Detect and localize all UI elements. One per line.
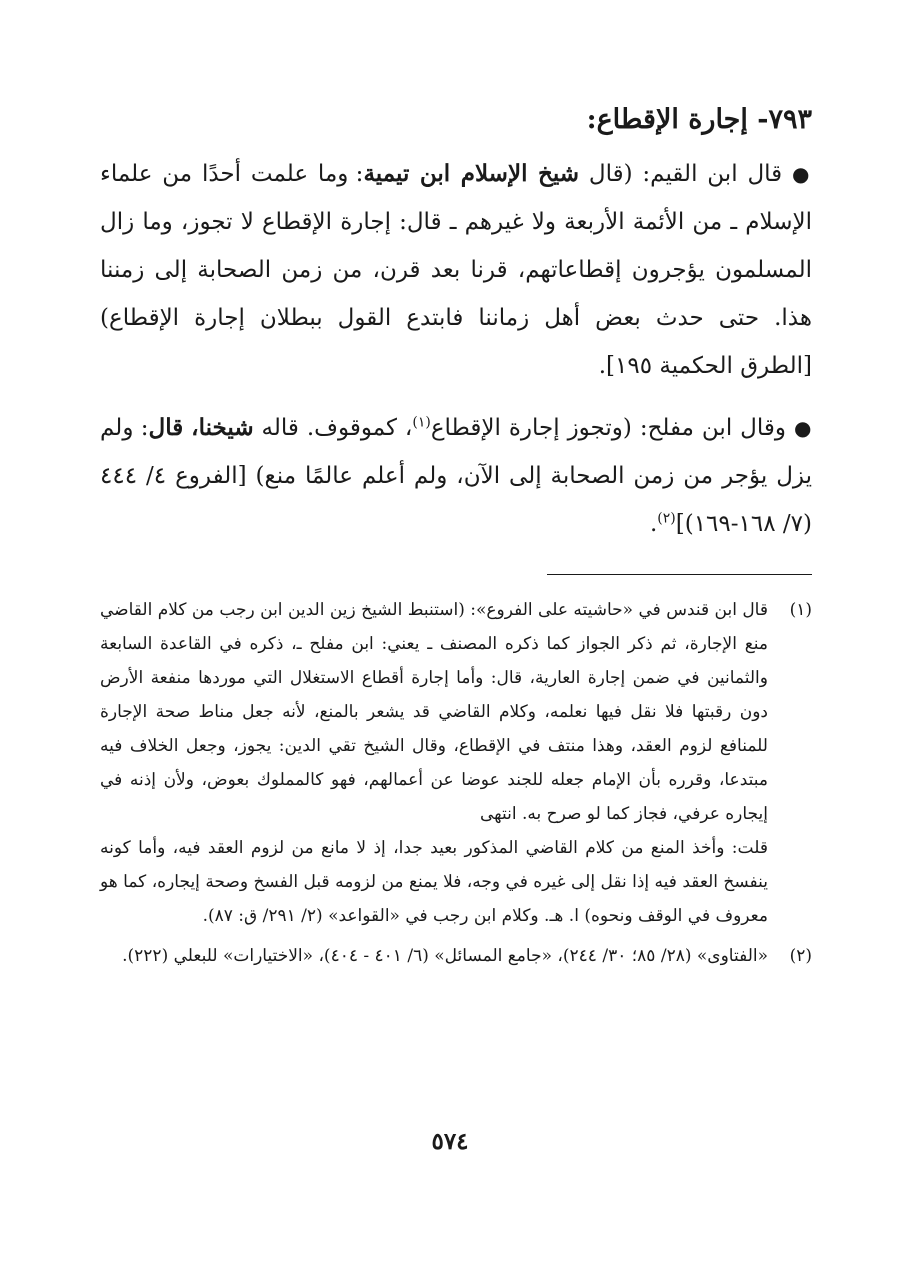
- footnote-1: [100, 593, 812, 933]
- para1-text: : وما علمت أحدًا من علماء الإسلام ـ من الأئمة الأربعة ولا غيرهم ـ قال: إجارة الإقطاع لا تجوز، وما زال المسلمون يؤجرون إقطاعاتهم، قرنا بعد قرن، من زمن الصحابة إلى زمننا هذا. حتى حدث بعض أهل زماننا فابتدع القول ببطلان إجارة الإقطاع) [الطرق الحكمية ١٩٥].: [100, 161, 812, 379]
- para1-bold: شيخ الإسلام ابن تيمية: [363, 160, 580, 187]
- para2-end: .: [649, 511, 658, 537]
- page-content: [100, 100, 812, 979]
- para2-text: : ولم يزل يؤجر من زمن الصحابة إلى الآن، ولم أعلم عالمًا منع) [الفروع ٤/ ٤٤٤ (٧/ ١٦٨-١٦٩)]: [100, 415, 813, 537]
- footnote-number: (٢): [789, 946, 812, 966]
- para2-mid: ، كموقوف. قاله: [253, 415, 413, 441]
- para1-intro: قال ابن القيم: (قال: [579, 161, 783, 187]
- footnote-ref-2[interactable]: (٢): [657, 510, 676, 527]
- para2-intro: وقال ابن مفلح: (وتجوز إجارة الإقطاع: [430, 415, 786, 441]
- footnote-body: [100, 939, 768, 973]
- footnote-number: (١): [789, 600, 812, 620]
- footnote-text: «الفتاوى» (٢٨/ ٨٥؛ ٣٠/ ٢٤٤)، «جامع المسائل» (٦/ ٤٠١ - ٤٠٤)، «الاختيارات» للبعلي (٢٢٢).: [122, 946, 768, 966]
- bullet-icon: ●: [793, 416, 813, 440]
- para2-bold-shaykh: شيخنا،: [191, 414, 254, 441]
- bullet-icon: ●: [792, 162, 812, 186]
- paragraph-ibn-qayyim: [100, 150, 812, 390]
- page-number: ٥٧٤: [431, 1128, 469, 1155]
- footnote-text: قلت: وأخذ المنع من كلام القاضي المذكور بعيد جدا، إذ لا مانع من لزوم العقد فيه، وأما كونه ينفسخ العقد فيه إذا نقل إلى غيره في وجه، فلا يمنع من لزومه قبل الفسخ وصحة إيجاره، كما هو معروف في الوقف ونحوه) ا. هـ. وكلام ابن رجب في «القواعد» (٢/ ٢٩١/ ق: ٨٧).: [100, 838, 768, 926]
- footnote-divider: [547, 574, 812, 575]
- para2-bold-qal: قال: [148, 414, 184, 441]
- footnote-text: قال ابن قندس في «حاشيته على الفروع»: (استنبط الشيخ زين الدين ابن رجب من كلام القاضي منع الإجارة، ثم ذكر الجواز كما ذكره المصنف ـ يعني: ابن مفلح ـ، ذكره في القاعدة السابعة والثمانين في ضمن إجارة العارية، قال: وأما إجارة أقطاع الاستغلال التي موردها منفعة الأرض دون رقبتها فلا نقل فيها نعلمه، وكلام القاضي قد يشعر بالمنع، لأنه جعل مناط صحة الإجارة للمنافع لزوم العقد، وهذا منتف في الإقطاع، وقال الشيخ تقي الدين: يجوز، وجعل الخلاف فيه مبتدعا، وقرره بأن الإمام جعله للجند عوضا عن أعمالهم، فهو كالمملوك بعوض، ولأن إذنه في إيجاره عرفي، فجاز كما لو صرح به. انتهى: [100, 600, 768, 824]
- footnote-2: [100, 939, 812, 973]
- footnote-body: [100, 593, 768, 933]
- footnote-ref-1[interactable]: (١): [412, 414, 431, 431]
- paragraph-ibn-muflih: [100, 404, 812, 548]
- section-heading: ٧٩٣- إجارة الإقطاع:: [586, 104, 812, 135]
